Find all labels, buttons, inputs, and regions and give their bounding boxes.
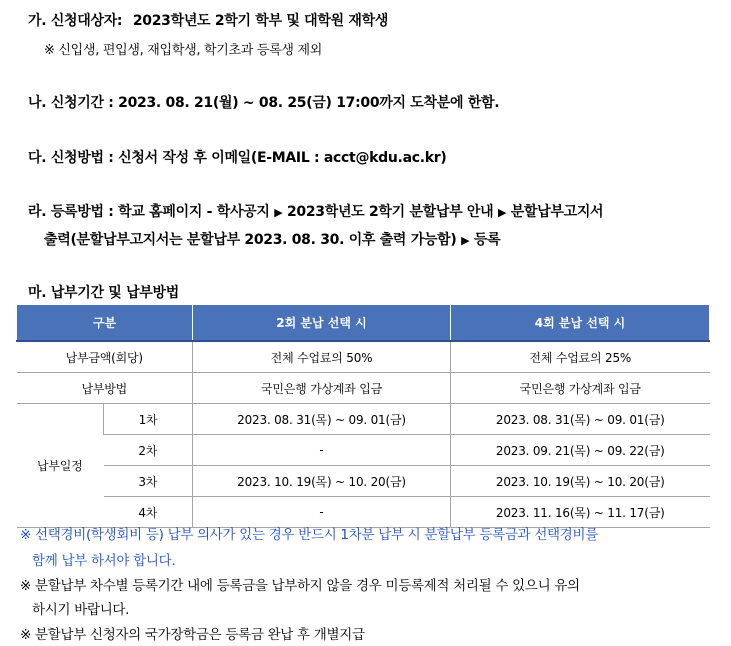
two-date-cell: - (193, 497, 451, 528)
round-cell: 3차 (104, 466, 193, 497)
application-method: 다. 신청방법 : 신청서 작성 후 이메일(E-MAIL : acct@kdu.ac.kr) (28, 150, 447, 166)
registration-method-line2 (44, 229, 500, 249)
arrow-icon: ▶ (461, 234, 470, 247)
table-row (17, 435, 710, 466)
target-exclusion-note: ※ 신입생, 편입생, 재입학생, 학기초과 등록생 제외 (44, 43, 322, 58)
header-two-installments: 2회 분납 선택 시 (193, 305, 451, 342)
header-four-installments: 4회 분납 선택 시 (451, 305, 710, 342)
schedule-label: 납부일정 (17, 404, 104, 528)
payment-section-title: 마. 납부기간 및 납부방법 (28, 285, 179, 301)
note-unregistered-cont: 하시기 바랍니다. (32, 602, 130, 618)
arrow-icon: ▶ (497, 206, 507, 219)
four-date-cell: 2023. 09. 21(목) ~ 09. 22(금) (451, 435, 710, 466)
header-category: 구분 (17, 305, 193, 342)
round-cell: 4차 (104, 497, 193, 528)
table-row (17, 404, 710, 435)
registration-line2-prefix: 출력(분할납부고지서는 분할납부 2023. 08. 30. 이후 출력 가능함) (44, 232, 457, 248)
registration-middle: 2023학년도 2학기 분할납부 안내 (286, 204, 494, 220)
registration-method (28, 201, 603, 221)
table-row (17, 373, 710, 404)
amount-four: 전체 수업료의 25% (451, 341, 710, 373)
four-date-cell: 2023. 10. 19(목) ~ 10. 20(금) (451, 466, 710, 497)
method-label: 납부방법 (17, 373, 193, 404)
note-optional-fees: ※ 선택경비(학생회비 등) 납부 의사가 있는 경우 반드시 1차분 납부 시 분할납부 등록금과 선택경비를 (20, 527, 599, 543)
registration-prefix: 라. 등록방법 : 학교 홈페이지 - 학사공지 (28, 204, 270, 220)
table-row (17, 466, 710, 497)
method-four: 국민은행 가상계좌 입금 (451, 373, 710, 404)
two-date-cell: 2023. 10. 19(목) ~ 10. 20(금) (193, 466, 451, 497)
note-scholarship: ※ 분할납부 신청자의 국가장학금은 등록금 완납 후 개별지급 (20, 627, 365, 643)
application-period: 나. 신청기간 : 2023. 08. 21(월) ~ 08. 25(금) 17:00까지 도착분에 한함. (28, 95, 500, 111)
round-cell: 2차 (104, 435, 193, 466)
table-header-row (17, 305, 710, 342)
registration-end: 분할납부고지서 (510, 204, 604, 220)
table-row (17, 341, 710, 373)
payment-schedule-table (16, 304, 710, 528)
two-date-cell: - (193, 435, 451, 466)
note-unregistered: ※ 분할납부 차수별 등록기간 내에 등록금을 납부하지 않을 경우 미등록제적 처리될 수 있으니 유의 (20, 578, 580, 594)
registration-line2-end: 등록 (473, 232, 501, 248)
target-value: 2023학년도 2학기 학부 및 대학원 재학생 (132, 13, 389, 29)
amount-two: 전체 수업료의 50% (193, 341, 451, 373)
arrow-icon: ▶ (274, 206, 283, 219)
round-cell: 1차 (104, 404, 193, 435)
amount-label: 납부금액(회당) (17, 341, 193, 373)
four-date-cell: 2023. 11. 16(목) ~ 11. 17(금) (451, 497, 710, 528)
target-label: 가. 신청대상자: (28, 13, 123, 29)
target-section (28, 10, 388, 30)
method-two: 국민은행 가상계좌 입금 (193, 373, 451, 404)
note-optional-fees-cont: 함께 납부 하셔야 합니다. (32, 553, 176, 569)
two-date-cell: 2023. 08. 31(목) ~ 09. 01(금) (193, 404, 451, 435)
four-date-cell: 2023. 08. 31(목) ~ 09. 01(금) (451, 404, 710, 435)
